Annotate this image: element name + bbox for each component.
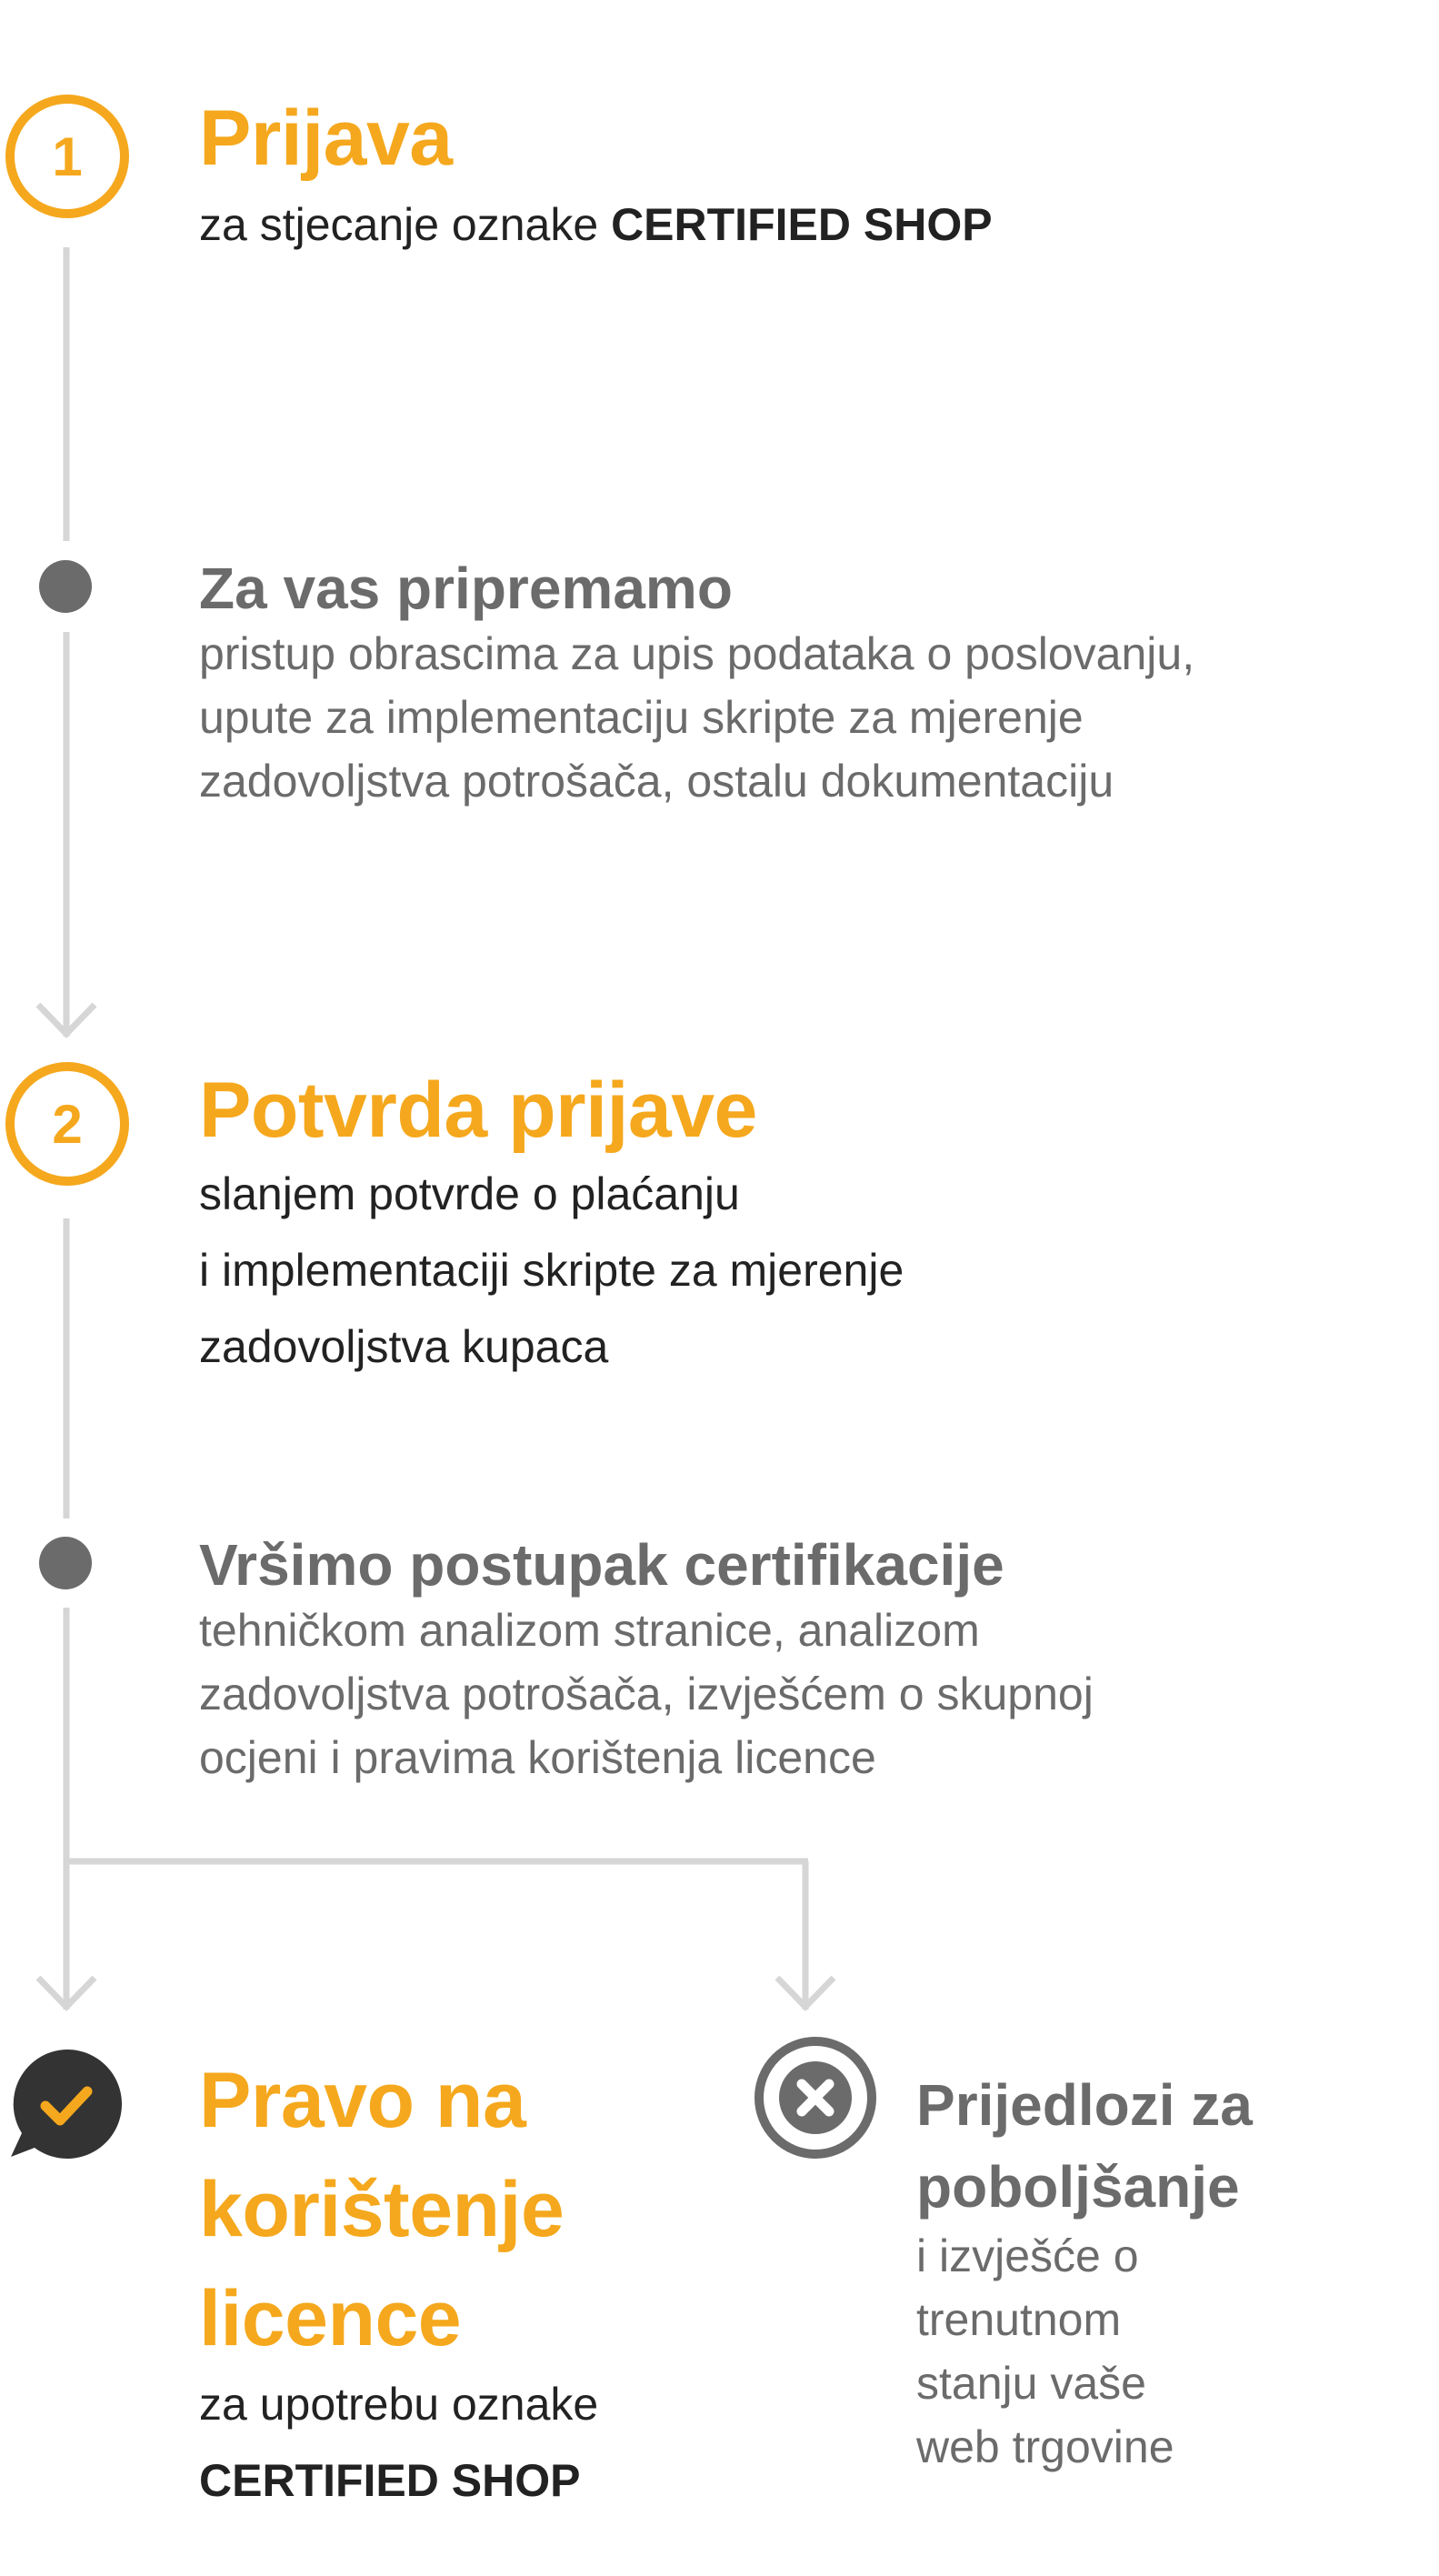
step-2-number-badge <box>5 1062 129 1186</box>
certification-title: Vršimo postupak certifikacije <box>199 1532 1004 1598</box>
prep-line: zadovoljstva potrošača, ostalu dokumentaciju <box>199 756 1114 807</box>
outcome-success-subtitle-text: za upotrebu oznake <box>199 2379 599 2430</box>
step-1-subtitle-strong: CERTIFIED SHOP <box>611 198 993 250</box>
step-2-line: i implementaciji skripte za mjerenje <box>199 1244 904 1296</box>
step-1-number-badge <box>5 95 129 218</box>
step-2-title: Potvrda prijave <box>199 1067 757 1154</box>
outcome-success-title <box>199 2046 598 2373</box>
prep-line: pristup obrascima za upis podataka o poslovanju, <box>199 628 1195 680</box>
outcome-improve-description <box>916 2224 1253 2479</box>
step-2-description <box>199 1156 904 1385</box>
outcome-improve-title-line: Prijedlozi za <box>916 2072 1253 2138</box>
outcome-success-block <box>199 2046 598 2519</box>
outcome-success-title-line: korištenje <box>199 2166 565 2253</box>
prep-description <box>199 622 1194 813</box>
step-2-line: slanjem potvrde o plaćanju <box>199 1168 740 1219</box>
check-bubble-icon <box>7 2046 125 2164</box>
certification-block <box>199 1533 1094 1789</box>
outcome-improve-line: i izvješće o <box>916 2230 1139 2281</box>
prep-title: Za vas pripremamo <box>199 556 733 621</box>
outcome-improve-title-line: poboljšanje <box>916 2154 1240 2220</box>
outcome-success-title-line: licence <box>199 2275 462 2362</box>
outcome-success-subtitle <box>199 2366 598 2519</box>
outcome-success-subtitle-strong: CERTIFIED SHOP <box>199 2455 581 2506</box>
outcome-improve-line: web trgovine <box>916 2421 1174 2472</box>
step-2-block <box>199 1067 904 1385</box>
certification-description <box>199 1599 1094 1789</box>
outcome-improve-line: stanju vaše <box>916 2358 1146 2409</box>
outcome-improve-line: trenutnom <box>916 2294 1122 2345</box>
outcome-success-title-line: Pravo na <box>199 2057 526 2144</box>
certification-line: tehničkom analizom stranice, analizom <box>199 1605 980 1657</box>
certification-line: ocjeni i pravima korištenja licence <box>199 1732 876 1784</box>
prep-block <box>199 556 1194 813</box>
step-2-number: 2 <box>52 1093 83 1155</box>
step-1-block <box>199 95 993 251</box>
close-circle-icon <box>753 2035 878 2160</box>
step-1-number: 1 <box>52 125 83 187</box>
step-1-subtitle-prefix: za stjecanje oznake <box>199 198 599 250</box>
prep-line: upute za implementaciju skripte za mjerenje <box>199 692 1084 744</box>
prep-dot-marker <box>39 560 92 613</box>
step-1-title: Prijava <box>199 95 453 182</box>
step-1-subtitle <box>199 198 993 251</box>
outcome-improve-block <box>916 2064 1253 2479</box>
certification-line: zadovoljstva potrošača, izvješćem o skupnoj <box>199 1669 1094 1720</box>
step-2-line: zadovoljstva kupaca <box>199 1320 609 1372</box>
certification-dot-marker <box>39 1537 92 1589</box>
outcome-improve-title <box>916 2064 1253 2228</box>
